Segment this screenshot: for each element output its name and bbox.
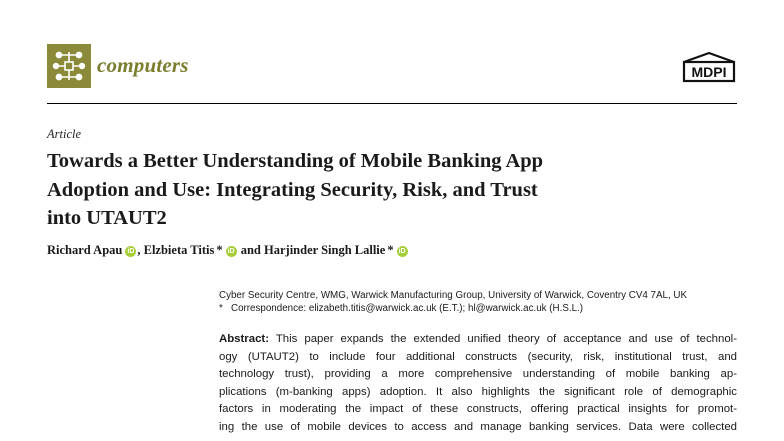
correspondence-text: Correspondence: elizabeth.titis@warwick.ac.uk (E.T.); hl@warwick.ac.uk (H.S.L.)	[231, 303, 584, 314]
journal-name: computers	[97, 53, 189, 77]
affiliation-block	[219, 289, 687, 315]
abstract-label: Abstract:	[219, 333, 270, 345]
correspondence-line	[219, 302, 687, 315]
article-title	[47, 147, 737, 233]
abstract-text: This paper expands the extended unified theory of acceptance and use of technol-	[269, 333, 737, 345]
abstract	[219, 331, 737, 437]
abstract-line: ogy (UTAUT2) to include four additional constructs (security, risk, institutional trust, and	[219, 350, 737, 363]
abstract-line: factors in moderating the impact of these constructs, offering practical insights for promot-	[219, 403, 737, 416]
abstract-line	[219, 331, 737, 349]
abstract-line: technology trust), providing a more comprehensive understanding of mobile banking ap-	[219, 368, 737, 381]
title-line: Towards a Better Understanding of Mobile Banking App	[47, 150, 544, 172]
article-type: Article	[47, 127, 82, 141]
correspondence-mark: *	[219, 303, 223, 314]
corresponding-author-mark: *	[216, 243, 223, 257]
publisher-logo-text: MDPI	[691, 64, 727, 80]
orcid-icon[interactable]: iD	[127, 248, 135, 255]
affiliation-line: Cyber Security Centre, WMG, Warwick Manufacturing Group, University of Warwick, Coventry CV4 7AL, UK	[219, 290, 688, 301]
author-name[interactable]: Harjinder Singh Lallie	[264, 243, 386, 257]
abstract-line: plications (m-banking apps) adoption. It also highlights the significant role of demographic	[219, 385, 737, 398]
orcid-icon[interactable]: iD	[398, 248, 406, 255]
title-line: into UTAUT2	[47, 207, 167, 229]
author-separator: ,	[137, 243, 144, 257]
journal-logo-icon	[47, 44, 91, 88]
abstract-line: ing the use of mobile devices to access and manage banking services. Data were collected	[219, 420, 737, 433]
author-list	[47, 243, 409, 258]
title-line: Adoption and Use: Integrating Security, Risk, and Trust	[47, 178, 538, 201]
author-name[interactable]: Richard Apau	[47, 243, 123, 257]
corresponding-author-mark: *	[387, 243, 394, 257]
author-separator: and	[237, 243, 265, 257]
author-name[interactable]: Elzbieta Titis	[143, 243, 215, 257]
publisher-logo-icon	[681, 50, 737, 84]
orcid-icon[interactable]: iD	[227, 248, 235, 255]
header-divider	[47, 103, 737, 104]
